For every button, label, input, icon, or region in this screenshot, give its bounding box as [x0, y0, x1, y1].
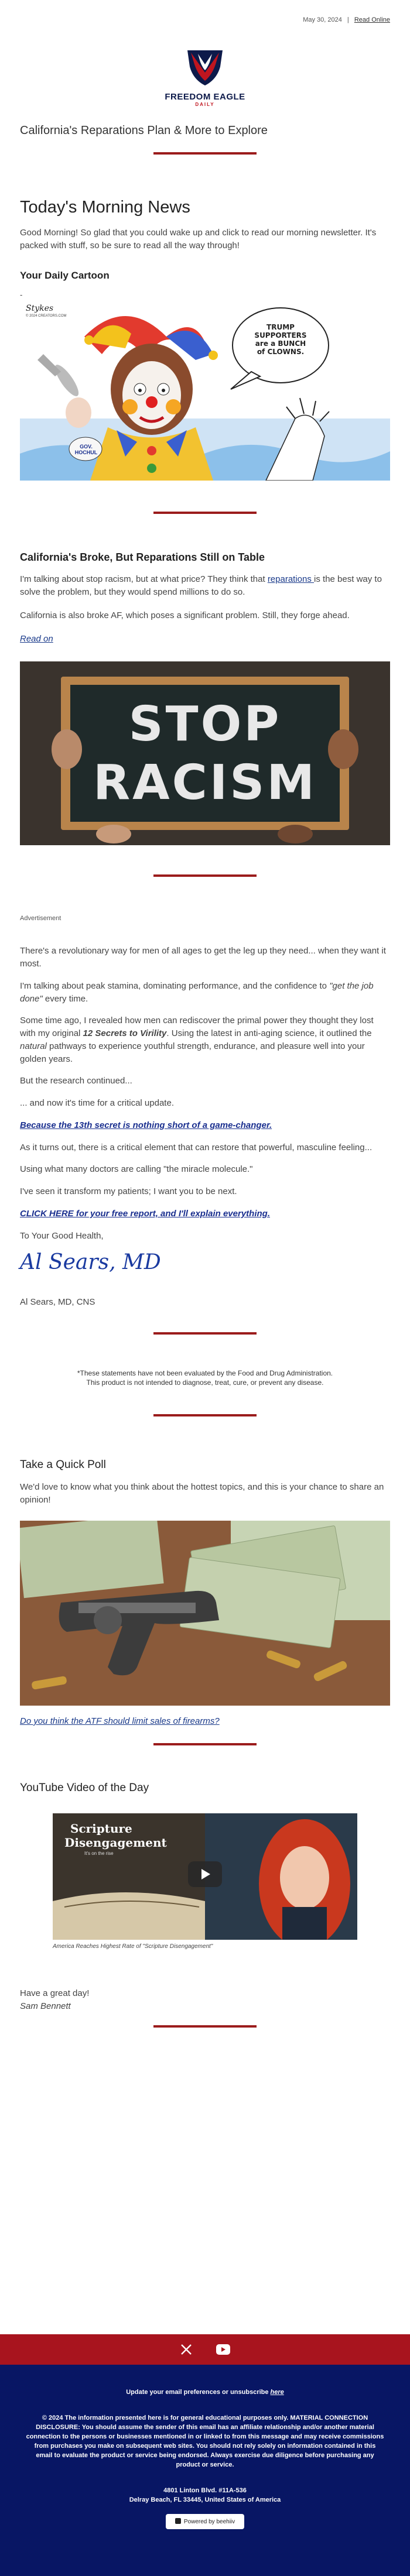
morning-news-section: [0, 155, 410, 300]
ad-paragraph: There's a revolutionary way for men of all ages to get the leg up they need... when they want it most.: [20, 946, 386, 969]
cartoon-dash: -: [20, 290, 23, 299]
address-line: Delray Beach, FL 33445, United States of America: [129, 2496, 281, 2503]
address-line: 4801 Linton Blvd. #11A-536: [163, 2486, 247, 2494]
poll-question-link[interactable]: Do you think the ATF should limit sales of firearms?: [20, 1716, 220, 1726]
ad-text: . Using the latest in anti-aging science, it outlined the: [166, 1028, 372, 1039]
video-section: [0, 1745, 410, 1795]
ad-label: Advertisement: [20, 915, 62, 922]
read-online-link[interactable]: Read Online: [354, 16, 390, 23]
ad-paragraph: ... and now it's time for a critical update.: [20, 1098, 174, 1109]
closing-section: [0, 1950, 410, 2013]
ad-emphasis: natural: [20, 1041, 47, 1051]
unsubscribe-link[interactable]: here: [270, 2389, 284, 2396]
thumb-title-1: Scripture: [70, 1821, 132, 1836]
thumb-title-2: Disengagement: [64, 1835, 167, 1850]
footer: [0, 2334, 410, 2576]
youtube-icon[interactable]: [216, 2344, 230, 2355]
ad-text: pathways to experience youthful strength, endurance, and pleasure well into your golden years.: [20, 1041, 365, 1064]
beehiiv-icon: [175, 2518, 181, 2524]
ad-paragraph: I've seen it transform my patients; I want you to be next.: [20, 1186, 237, 1197]
powered-by-text: Powered by beehiiv: [183, 2519, 235, 2526]
ad-bold: 12 Secrets to Virility: [83, 1028, 167, 1039]
article-p1-text-end: is the best way to solve the problem, but they would spend millions to do so.: [20, 574, 382, 598]
handwritten-signature: Al Sears, MD: [20, 1250, 161, 1275]
play-button[interactable]: [188, 1861, 222, 1887]
cartoon-heading: Your Daily Cartoon: [20, 269, 110, 281]
advertisement-section: [0, 877, 410, 1309]
ad-paragraph: [20, 1014, 390, 1065]
divider: [153, 2025, 257, 2028]
ad-signoff: Al Sears, MD, CNS: [20, 1297, 95, 1308]
email-subject: California's Reparations Plan & More to Explore: [20, 124, 268, 137]
ad-emphasis: "get the job done": [20, 980, 374, 1004]
top-bar: [0, 0, 410, 21]
ad-text: every time.: [42, 993, 88, 1004]
eagle-shield-icon: [182, 47, 228, 88]
ad-paragraph: [20, 980, 390, 1006]
cartoon-credit: © 2024 CREATORS.COM: [26, 314, 67, 318]
prefs-line: [0, 2388, 410, 2397]
thumb-tagline: It's on the rise: [84, 1850, 114, 1856]
x-twitter-icon[interactable]: [180, 2343, 193, 2356]
poll-section: [0, 1416, 410, 1507]
closing-name: Sam Bennett: [20, 2001, 71, 2011]
brand-subname: DAILY: [195, 102, 215, 107]
firearm-money-illustration: [20, 1521, 390, 1706]
article-section: [0, 514, 410, 645]
ad-text: Some time ago, I revealed how men can rediscover the primal power they thought they lost with my original: [20, 1016, 374, 1039]
poll-image[interactable]: [20, 1521, 390, 1706]
ad-paragraph: But the research continued...: [20, 1076, 132, 1086]
separator: |: [347, 16, 349, 23]
poll-question-block: [0, 1706, 410, 1727]
ad-text: I'm talking about peak stamina, dominating performance, and the confidence to: [20, 980, 330, 991]
disclaimer-line: This product is not intended to diagnose, treat, cure, or prevent any disease.: [86, 1378, 324, 1387]
fda-disclaimer: [0, 1368, 410, 1387]
ad-paragraph: To Your Good Health,: [20, 1230, 104, 1241]
youtube-video-thumbnail[interactable]: [53, 1813, 357, 1940]
disclaimer-line: *These statements have not been evaluated by the Food and Drug Administration.: [77, 1369, 333, 1378]
issue-date: May 30, 2024: [303, 16, 342, 23]
poll-title: Take a Quick Poll: [20, 1459, 106, 1471]
prefs-text: Update your email preferences or unsubscribe: [126, 2389, 271, 2396]
morning-intro: Good Morning! So glad that you could wake up and click to read our morning newsletter. It's packed with stuff, so be sure to read all the way through!: [20, 228, 377, 251]
play-icon: [188, 1861, 222, 1887]
speech-bubble-text: TRUMP SUPPORTERS are a BUNCH of CLOWNS.: [254, 323, 307, 356]
game-changer-link[interactable]: Because the 13th secret is nothing short of a game-changer.: [20, 1120, 272, 1130]
stop-racism-image[interactable]: [20, 661, 390, 845]
article-p1-text: I'm talking about stop racism, but at what price? They think that: [20, 574, 268, 585]
video-caption: America Reaches Highest Rate of "Scripture Disengagement": [53, 1943, 213, 1950]
divider: [153, 1332, 257, 1335]
closing-greeting: Have a great day!: [20, 1988, 90, 1998]
morning-title: Today's Morning News: [20, 198, 190, 217]
ad-paragraph: As it turns out, there is a critical element that can restore that powerful, masculine feeling...: [20, 1142, 373, 1152]
article-title: California's Broke, But Reparations Still on Table: [20, 551, 265, 564]
poll-intro: We'd love to know what you think about the hottest topics, and this is your chance to share an opinion!: [20, 1482, 384, 1505]
read-on-link[interactable]: Read on: [20, 633, 53, 644]
brand-logo[interactable]: [0, 47, 410, 111]
social-bar: [0, 2334, 410, 2365]
daily-cartoon[interactable]: [20, 301, 390, 481]
brand-name: FREEDOM EAGLE: [165, 92, 245, 102]
powered-by-badge[interactable]: [166, 2514, 244, 2529]
reparations-link[interactable]: reparations: [267, 574, 315, 585]
article-paragraph-1: [20, 573, 390, 599]
ad-paragraph: Using what many doctors are calling "the miracle molecule.": [20, 1164, 253, 1175]
chalk-stop: STOP: [128, 697, 282, 753]
chalk-racism: RACISM: [93, 755, 317, 811]
video-title: YouTube Video of the Day: [20, 1781, 149, 1794]
free-report-link[interactable]: CLICK HERE for your free report, and I'll explain everything.: [20, 1208, 270, 1219]
article-paragraph-2: California is also broke AF, which poses a significant problem. Still, they forge ahead.: [20, 610, 350, 620]
legal-disclosure: © 2024 The information presented here is for general educational purposes only. MATERIAL CONNECTION DISCLOSURE: You should assume the sender of this email has an affiliate relationship and/or another material connection to the persons or businesses mentioned in or linked to from this message and may receive commissions from purchases you make on subsequent web sites. You should not rely solely on information contained in this email to evaluate the product or service being endorsed. Always exercise due diligence before purchasing any product or service.: [26, 2414, 384, 2468]
cartoon-signature: Stykes: [26, 304, 54, 314]
chalkboard-illustration: [20, 661, 390, 845]
cartoon-nametag: GOV. HOCHUL: [74, 444, 98, 455]
